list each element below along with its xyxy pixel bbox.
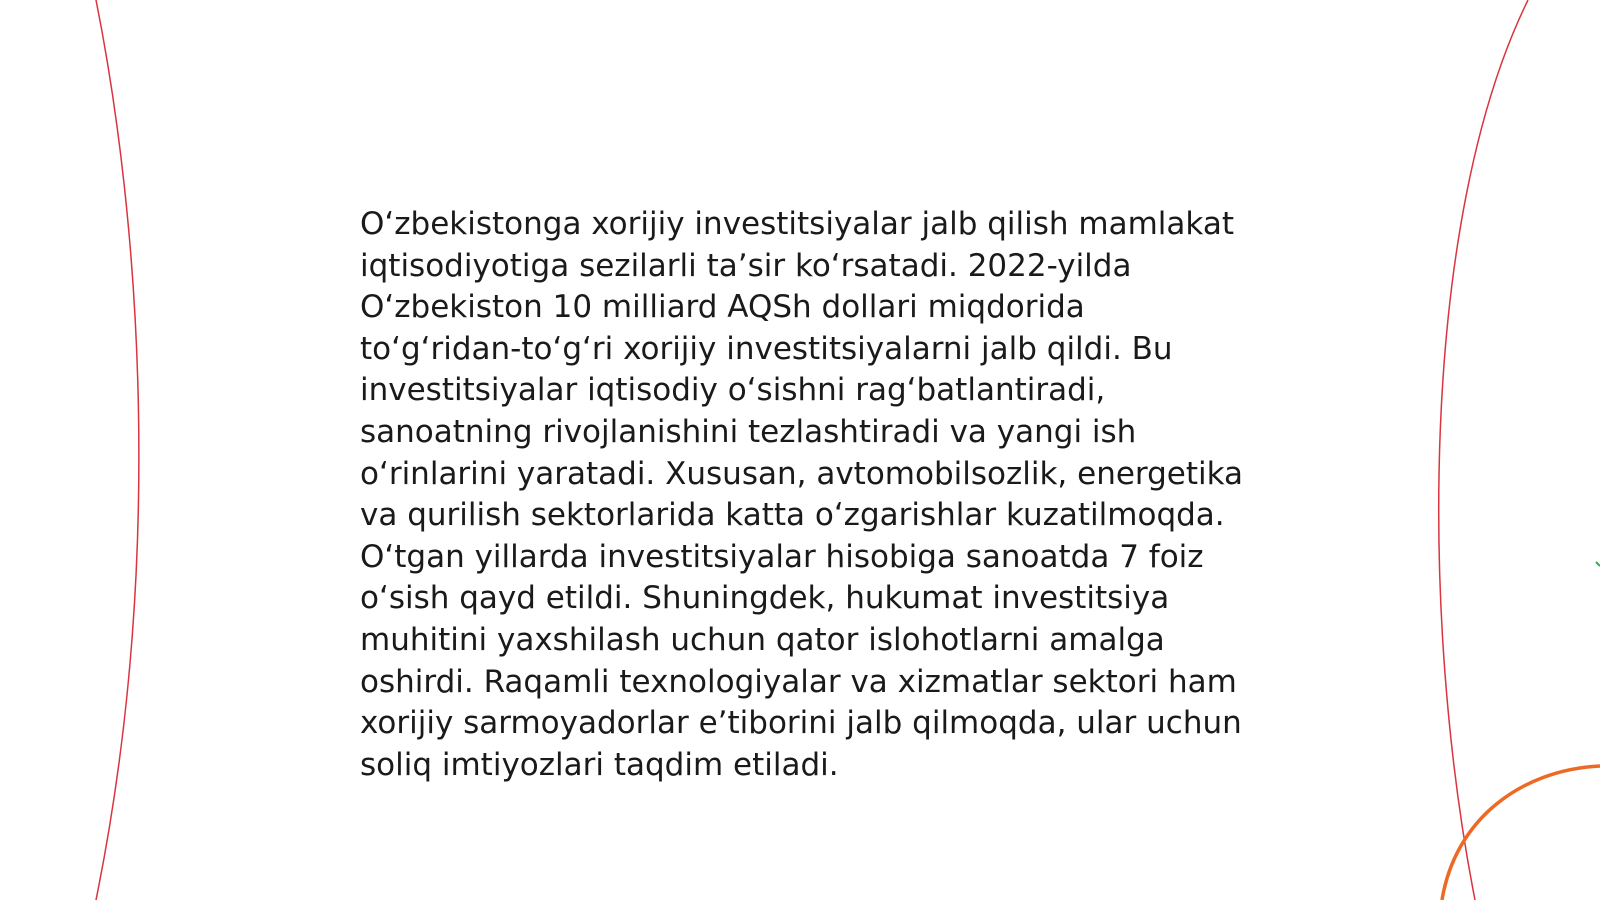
left-curve [96, 0, 139, 900]
right-curve [1439, 0, 1528, 900]
bottom-right-orange-arc [1442, 766, 1600, 900]
body-paragraph: O‘zbekistonga xorijiy investitsiyalar jalb qilish mamlakat iqtisodiyotiga sezilarli ta’sir ko‘rsatadi. 2022-yilda O‘zbekiston 10 milliard AQSh dollari miqdorida to‘g‘ridan-to‘g‘ri xorijiy investitsiyalarni jalb qildi. Bu investitsiyalar iqtisodiy o‘sishni rag‘batlantiradi, sanoatning rivojlanishini tezlashtiradi va yangi ish o‘rinlarini yaratadi. Xususan, avtomobilsozlik, energetika va qurilish sektorlarida katta o‘zgarishlar kuzatilmoqda. O‘tgan yillarda investitsiyalar hisobiga sanoatda 7 foiz o‘sish qayd etildi. Shuningdek, hukumat investitsiya muhitini yaxshilash uchun qator islohotlarni amalga oshirdi. Raqamli texnologiyalar va xizmatlar sektori ham xorijiy sarmoyadorlar e’tiborini jalb qilmoqda, ular uchun soliq imtiyozlari taqdim etiladi. [360, 206, 1244, 783]
green-accent-mark [1596, 562, 1600, 566]
